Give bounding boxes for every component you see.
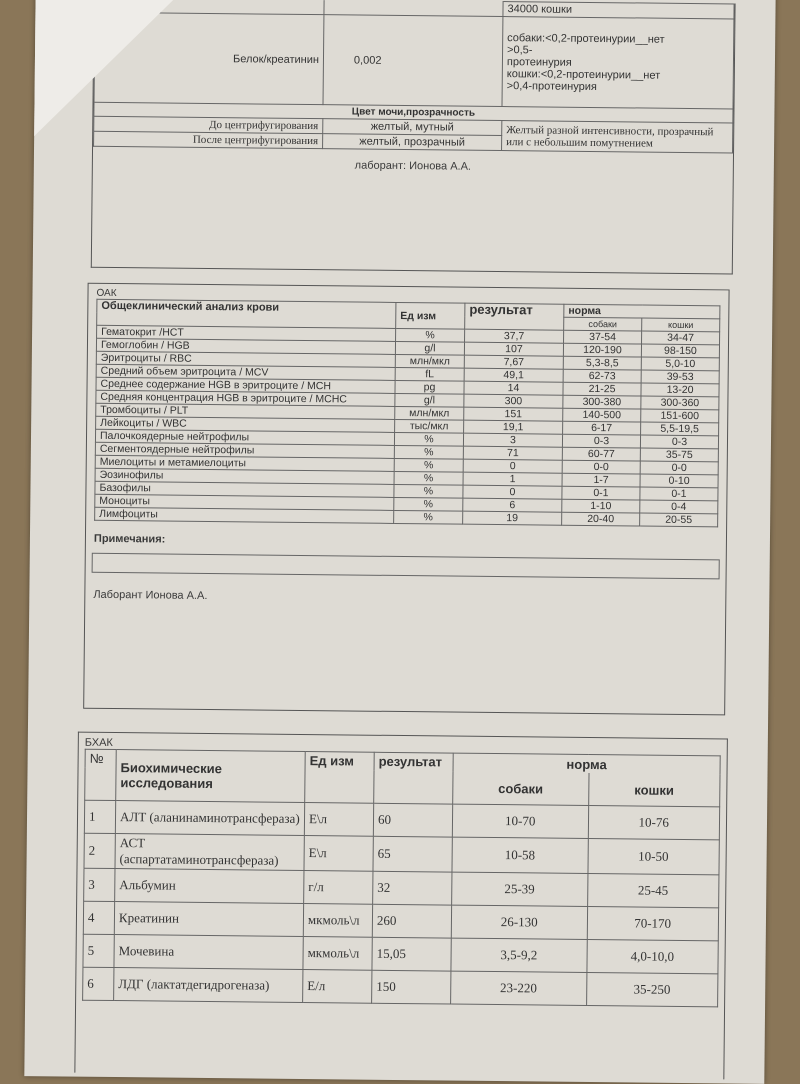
cell-name: Эритроциты / RBC [96, 351, 395, 367]
cell-cats: 0-4 [640, 500, 718, 514]
cell-result: 19,1 [464, 420, 563, 434]
after-value: желтый, прозрачный [323, 134, 502, 151]
before-label: До центрифугирования [94, 116, 323, 133]
urinalysis-section [91, 0, 736, 274]
cell-cats: 4,0-10,0 [586, 939, 718, 973]
cell-name: Эозинофилы [95, 468, 394, 484]
cell-result: 0 [463, 485, 562, 499]
cell-name: АСТ (аспартатаминотрансфераза) [115, 834, 304, 871]
cbc-section [83, 283, 729, 716]
cell-unit: % [394, 510, 463, 524]
cell-cats: 20-55 [640, 513, 718, 527]
cell-name: Мочевина [114, 935, 303, 970]
document-page [24, 0, 775, 1084]
cell-dogs: 21-25 [563, 382, 641, 396]
notes-label: Примечания: [93, 532, 166, 546]
cell-unit: % [394, 432, 463, 446]
cell-result: 19 [463, 511, 562, 525]
result-header: результат [465, 303, 564, 330]
notes-field[interactable] [92, 553, 720, 580]
cell-cats: 151-600 [641, 409, 719, 423]
cell-unit: тыс/мкл [395, 419, 464, 433]
cell-cats: 0-10 [640, 474, 718, 488]
cell-cats: 300-360 [641, 396, 719, 410]
cell-result: 65 [373, 836, 452, 872]
cell-result: 60 [373, 803, 452, 837]
cell-result: 3 [463, 433, 562, 447]
cell-result: 107 [464, 342, 563, 356]
lab-signature: Лаборант Ионова А.А. [93, 588, 208, 602]
cell-n: 6 [83, 967, 114, 1000]
cell-result: 260 [372, 904, 451, 938]
cell-name: Сегментоядерные нейтрофилы [95, 442, 394, 458]
cell-name: Миелоциты и метамиелоциты [95, 455, 394, 471]
cell-dogs: 23-220 [451, 971, 587, 1005]
cell-dogs: 20-40 [562, 512, 640, 526]
cell-cats: 25-45 [587, 873, 719, 907]
protein-norm: собаки:<0,2-протеинурии__нет >0,5- протеинурия кошки:<0,2-протеинурии__нет >0,4-протеинурия [502, 17, 734, 109]
cell-unit: fL [395, 367, 464, 381]
cats-header: кошки [642, 318, 720, 332]
cell-n: 3 [84, 868, 115, 901]
num-header: № [85, 749, 117, 800]
cell-cats: 39-53 [641, 370, 719, 384]
cell-unit: % [394, 497, 463, 511]
cell-dogs: 0-1 [562, 486, 640, 500]
cell-result: 71 [463, 446, 562, 460]
protein-value: 0,002 [323, 15, 503, 107]
cell-name: Среднее содержание HGB в эритроците / MCH [96, 377, 395, 393]
cell-dogs: 6-17 [563, 421, 641, 435]
cell-unit: мкмоль\л [303, 904, 372, 938]
cell-result: 1 [463, 472, 562, 486]
section-code: ОАК [96, 287, 117, 300]
cell-dogs: 26-130 [451, 905, 587, 939]
cell-dogs: 140-500 [563, 408, 641, 422]
cell-n: 5 [83, 934, 114, 967]
cell-name: Креатинин [114, 902, 303, 937]
lab-signature: лаборант: Ионова А.А. [354, 159, 472, 173]
cell-cats: 13-20 [641, 383, 719, 397]
cell-result: 6 [463, 498, 562, 512]
cell-name: ЛДГ (лактатдегидрогеназа) [114, 968, 303, 1003]
cell-cats: 5,0-10 [641, 357, 719, 371]
protein-label: Белок/креатинин [94, 12, 324, 104]
cell-name: Тромбоциты / PLT [96, 403, 395, 419]
cell-n: 4 [83, 901, 114, 934]
norm-cell: 34000 кошки [503, 2, 734, 19]
cell-cats: 0-0 [640, 461, 718, 475]
cell-result: 32 [373, 871, 452, 905]
cell-unit: % [394, 458, 463, 472]
cell-unit: % [394, 445, 463, 459]
cell-dogs: 10-70 [452, 804, 588, 838]
cell-n: 2 [84, 833, 115, 868]
result-header: результат [374, 752, 454, 804]
cell-unit: млн/мкл [395, 354, 464, 368]
cell-dogs: 1-7 [562, 473, 640, 487]
cell-n: 1 [84, 800, 115, 833]
cell-cats: 35-250 [586, 972, 718, 1006]
cell-unit: мкмоль\л [303, 937, 372, 971]
norm-header: норма [453, 753, 720, 774]
cell-name: Гемоглобин / HGB [96, 338, 395, 354]
color-norm: Желтый разной интенсивности, прозрачный или с небольшим помутнением [502, 121, 733, 153]
unit-header: Ед изм [396, 302, 465, 329]
cell-name: Средний объем эритроцита / MCV [96, 364, 395, 380]
section-code: БХАК [84, 736, 113, 750]
table-row [83, 967, 718, 1007]
dogs-header: собаки [564, 317, 642, 331]
cell-result: 7,67 [464, 355, 563, 369]
cell-unit: % [394, 484, 463, 498]
cell-result: 150 [372, 970, 451, 1004]
cell-cats: 0-3 [640, 435, 718, 449]
color-header: Цвет мочи,прозрачность [94, 102, 733, 123]
cell-name: Лейкоциты / WBC [96, 416, 395, 432]
cell-cats: 34-47 [642, 331, 720, 345]
cell-unit: % [394, 471, 463, 485]
cell-dogs: 3,5-9,2 [451, 938, 587, 972]
name-header: Биохимические исследования [116, 750, 306, 803]
cell-name: Альбумин [115, 869, 304, 904]
cell-cats: 70-170 [587, 906, 719, 940]
dogs-header: собаки [453, 772, 589, 806]
cell-result: 15,05 [372, 937, 451, 971]
cbc-table [94, 299, 720, 528]
cell-unit: г/л [304, 871, 373, 905]
cell-unit: млн/мкл [395, 406, 464, 420]
before-value: желтый, мутный [323, 119, 502, 136]
cell-unit: g/l [395, 341, 464, 355]
cell-dogs: 37-54 [564, 330, 642, 344]
unit-header: Ед изм [305, 752, 375, 804]
cell-result: 151 [464, 407, 563, 421]
cbc-title: Общеклинический анализ крови [97, 299, 396, 328]
cell-dogs: 5,3-8,5 [563, 356, 641, 370]
cell-result: 37,7 [465, 329, 564, 343]
cell-cats: 98-150 [641, 344, 719, 358]
cell-cats: 5,5-19,5 [641, 422, 719, 436]
cell-name: Базофилы [95, 481, 394, 497]
cell-dogs: 60-77 [562, 447, 640, 461]
cell-dogs: 1-10 [562, 499, 640, 513]
urinalysis-table [93, 0, 735, 153]
cell-cats: 35-75 [640, 448, 718, 462]
cell-dogs: 10-58 [452, 837, 588, 873]
cell-cats: 0-1 [640, 487, 718, 501]
folded-page-corner [34, 0, 186, 138]
cell-result: 300 [464, 394, 563, 408]
cell-name: Средняя концентрация HGB в эритроците / MCHC [96, 390, 395, 406]
cell-result: 49,1 [464, 368, 563, 382]
cell-dogs: 120-190 [563, 343, 641, 357]
cell-unit: Е\л [304, 836, 373, 872]
cats-header: кошки [588, 773, 720, 807]
after-label: После центрифугирования [94, 131, 323, 148]
cell-dogs: 62-73 [563, 369, 641, 383]
cell-name: Моноциты [95, 494, 394, 510]
cell-unit: Е\л [304, 803, 373, 837]
norm-header: норма [564, 304, 720, 319]
cell-unit: g/l [395, 393, 464, 407]
cell-unit: pg [395, 380, 464, 394]
cell-name: АЛТ (аланинаминотрансфераза) [115, 801, 304, 836]
cell-result: 14 [464, 381, 563, 395]
biochem-table [82, 749, 721, 1008]
cell-dogs: 0-3 [562, 434, 640, 448]
cell-dogs: 25-39 [452, 872, 588, 906]
cell-result: 0 [463, 459, 562, 473]
cell-name: Палочкоядерные нейтрофилы [95, 429, 394, 445]
cell-unit: % [396, 328, 465, 342]
cell-cats: 10-50 [587, 838, 719, 874]
biochemistry-section [74, 732, 728, 1080]
cell-dogs: 300-380 [563, 395, 641, 409]
cell-name: Гематокрит /HCT [97, 325, 396, 341]
cell-dogs: 0-0 [562, 460, 640, 474]
cell-name: Лимфоциты [95, 507, 394, 523]
cell-cats: 10-76 [588, 805, 720, 839]
cell-unit: Е/л [303, 970, 372, 1004]
